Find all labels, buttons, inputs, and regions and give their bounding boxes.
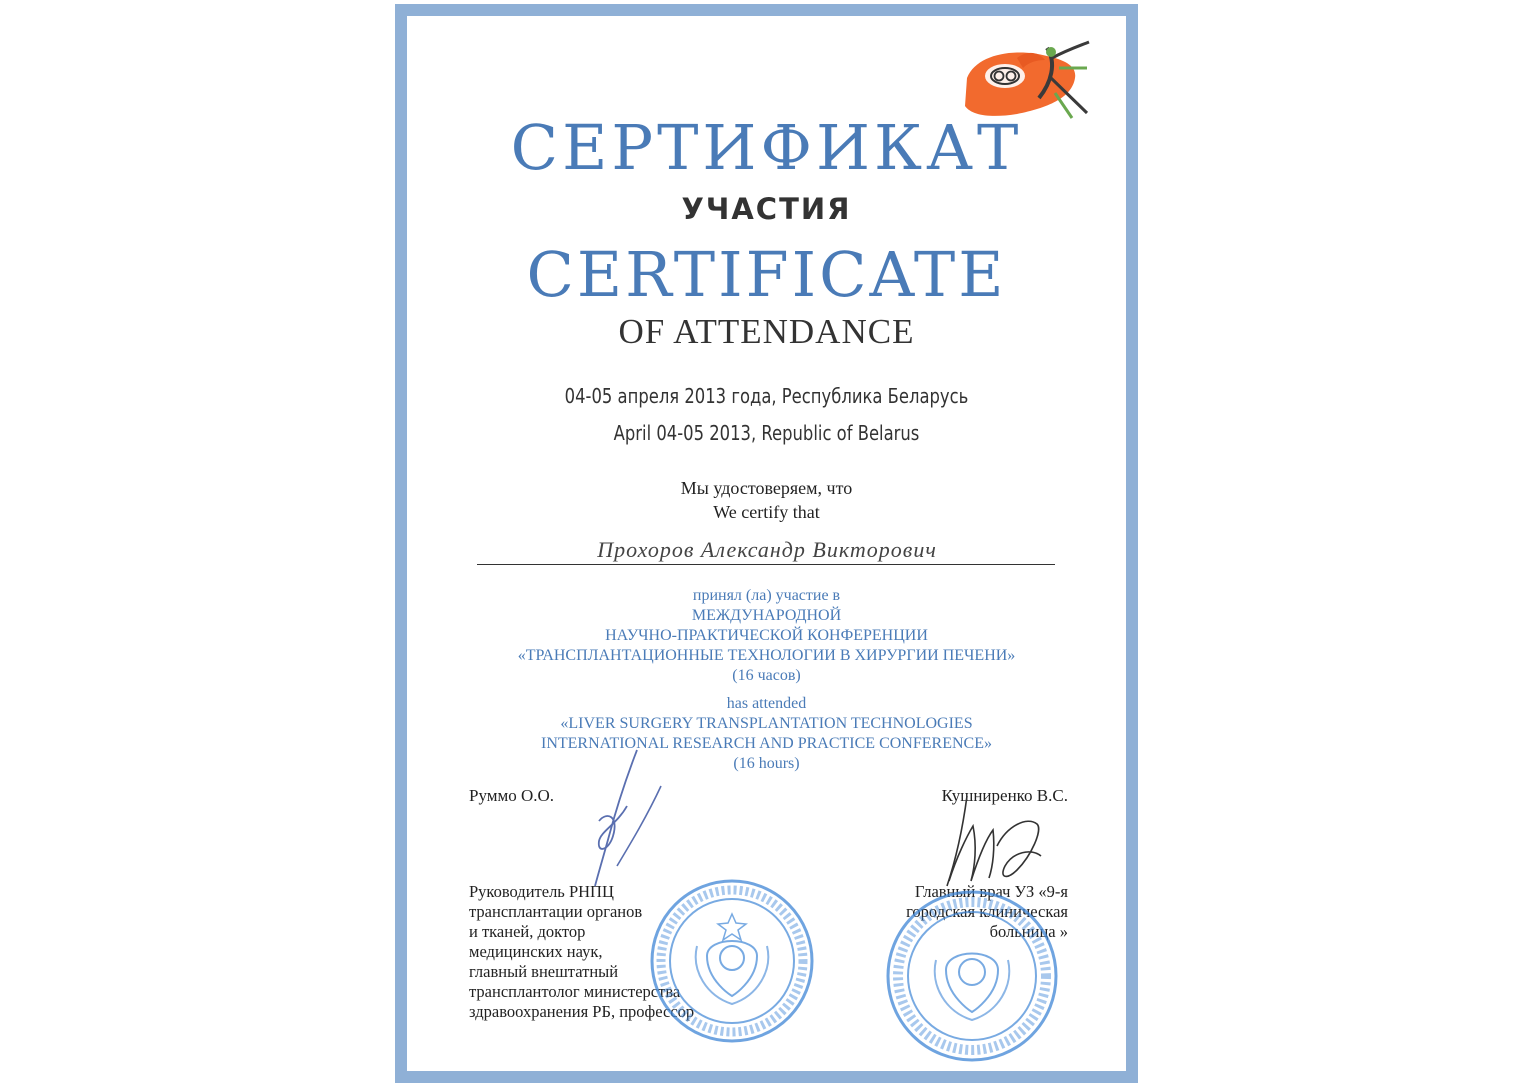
conference-hours-ru: (16 часов) [732, 667, 801, 684]
certificate-title-en: CERTIFICATE [526, 238, 1007, 311]
signature-right-icon [927, 786, 1057, 896]
event-date-en: April 04-05 2013, Republic of Belarus [613, 421, 920, 445]
signature-left-icon [577, 746, 687, 896]
position-line: и тканей, доктор [469, 922, 586, 941]
position-line: городская клиническая [906, 902, 1068, 921]
conference-line3-ru: «ТРАНСПЛАНТАЦИОННЫЕ ТЕХНОЛОГИИ В ХИРУРГИИ ПЕЧЕНИ» [517, 647, 1016, 664]
conference-hours-en: (16 hours) [733, 755, 800, 772]
certify-text-en: We certify that [713, 502, 820, 522]
position-line: больница » [989, 922, 1068, 941]
signatory-right-name: Кушниренко В.С. [941, 786, 1068, 805]
conference-line2-ru: НАУЧНО-ПРАКТИЧЕСКОЙ КОНФЕРЕНЦИИ [605, 627, 928, 644]
position-line: главный внештатный [469, 962, 619, 981]
position-line: трансплантолог министерства [469, 982, 681, 1001]
certificate-subtitle-en: OF ATTENDANCE [618, 312, 915, 351]
event-date-ru: 04-05 апреля 2013 года, Республика Беларусь [564, 384, 969, 408]
conference-line1-ru: МЕЖДУНАРОДНОЙ [691, 607, 842, 624]
official-stamp-left-icon [647, 876, 817, 1046]
certificate-frame [395, 4, 1138, 1083]
attended-intro-en: has attended [726, 695, 807, 712]
certificate-subtitle-ru: УЧАСТИЯ [681, 192, 852, 226]
certificate-title-ru: СЕРТИФИКАТ [510, 111, 1023, 184]
certify-text-ru: Мы удостоверяем, что [680, 478, 853, 498]
conference-line2-en: INTERNATIONAL RESEARCH AND PRACTICE CONFERENCE» [541, 735, 992, 752]
position-line: Руководитель РНПЦ [469, 882, 614, 901]
signatory-left-name: Руммо О.О. [469, 786, 555, 805]
participant-name: Прохоров Александр Викторович [597, 537, 937, 562]
official-stamp-right-icon [882, 886, 1062, 1066]
attended-intro-ru: принял (ла) участие в [692, 587, 841, 604]
position-line: Главный врач УЗ «9-я [914, 882, 1068, 901]
position-line: здравоохранения РБ, профессор [469, 1002, 695, 1021]
conference-line1-en: «LIVER SURGERY TRANSPLANTATION TECHNOLOGIES [560, 715, 973, 732]
name-underline [477, 564, 1055, 565]
position-line: медицинских наук, [469, 942, 603, 961]
position-line: трансплантации органов [469, 902, 643, 921]
